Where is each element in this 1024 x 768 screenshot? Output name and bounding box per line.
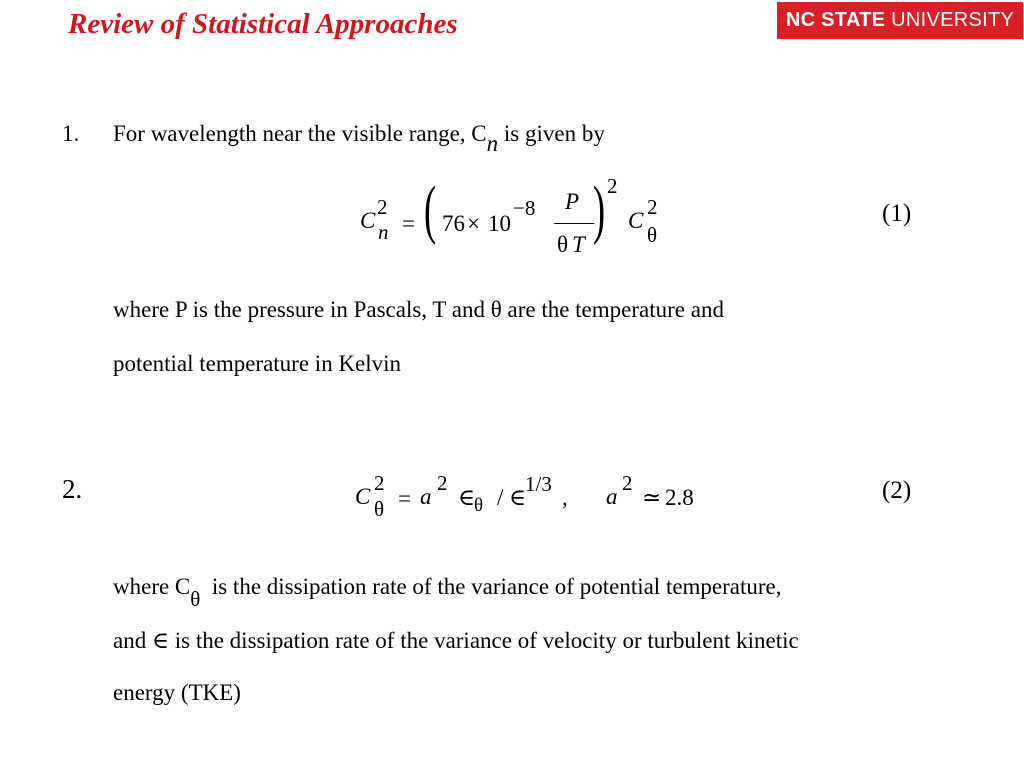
eq2-lhs-sup: 2 <box>374 471 385 495</box>
item1-intro-pre: For wavelength near the visible range, C <box>113 121 487 146</box>
eq1-fraction-bar <box>554 223 594 224</box>
eq1-rhs-sub: θ <box>647 223 658 247</box>
logo-bold-text: NC STATE <box>785 9 886 31</box>
eq2-value: 2.8 <box>665 485 694 510</box>
eq2-lhs-sub: θ <box>374 497 385 521</box>
eq1-den-theta: θ <box>557 232 569 257</box>
eq2-equals: = <box>398 486 411 511</box>
item2-where-pre: where C <box>113 574 191 599</box>
item2-where-line3: energy (TKE) <box>113 680 241 705</box>
item2-where-post: is the dissipation rate of the variance of potential temperature, <box>200 574 782 599</box>
eq2-eps-theta: ∈ <box>458 485 476 510</box>
eq1-equals: = <box>402 211 415 236</box>
eq1-numerator: P <box>565 189 580 214</box>
item1-where-line1: where P is the pressure in Pascals, T and θ are the temperature and <box>113 297 724 322</box>
eq1-left-paren: ( <box>424 173 437 246</box>
eq2-slash: / <box>497 485 504 510</box>
slide-title: Review of Statistical Approaches <box>68 8 458 40</box>
item2-where-line1 <box>113 574 782 611</box>
eq2-eps-sup: 1/3 <box>525 472 552 496</box>
eq1-rhs-var: C <box>628 208 644 233</box>
eq1-coef: 76 <box>442 211 465 236</box>
eq2-a: a <box>420 484 432 509</box>
eq2-comma: , <box>562 485 568 510</box>
eq1-lhs-sup: 2 <box>377 195 388 219</box>
eq1-right-paren: ) <box>593 173 606 246</box>
eq2-approx: ≃ <box>642 485 662 510</box>
eq2-eps-theta-sub: θ <box>474 495 484 516</box>
eq2-eps: ∈ <box>509 485 527 510</box>
eq1-exp: −8 <box>513 196 536 220</box>
ncstate-logo <box>777 2 1023 39</box>
eq2-a2: a <box>606 484 618 509</box>
item1-where-line2: potential temperature in Kelvin <box>113 351 402 376</box>
eq1-label: (1) <box>882 200 912 227</box>
item1-intro <box>113 121 605 156</box>
eq2-a2-sup: 2 <box>622 471 633 495</box>
eq1-lhs-var: C <box>360 208 376 233</box>
logo-light-text: UNIVERSITY <box>891 9 1015 31</box>
item2-where-line2: and ∈ is the dissipation rate of the variance of velocity or turbulent kinetic <box>113 628 799 653</box>
eq1-lhs-sub: n <box>378 220 389 244</box>
eq1-outer-exp: 2 <box>607 174 618 198</box>
eq1-rhs-sup: 2 <box>647 195 658 219</box>
eq2-lhs-var: C <box>355 484 371 509</box>
item1-intro-sub: n <box>486 130 499 156</box>
item1-intro-post: is given by <box>498 121 605 146</box>
eq1-times: × <box>467 211 480 236</box>
item1-number: 1. <box>62 121 80 146</box>
item2-where-sub: θ <box>190 586 201 611</box>
item2-number: 2. <box>62 474 83 504</box>
eq1-den-T: T <box>572 232 585 257</box>
eq1-ten: 10 <box>488 211 511 236</box>
eq2-label: (2) <box>882 477 912 504</box>
eq2-a-sup: 2 <box>437 471 448 495</box>
